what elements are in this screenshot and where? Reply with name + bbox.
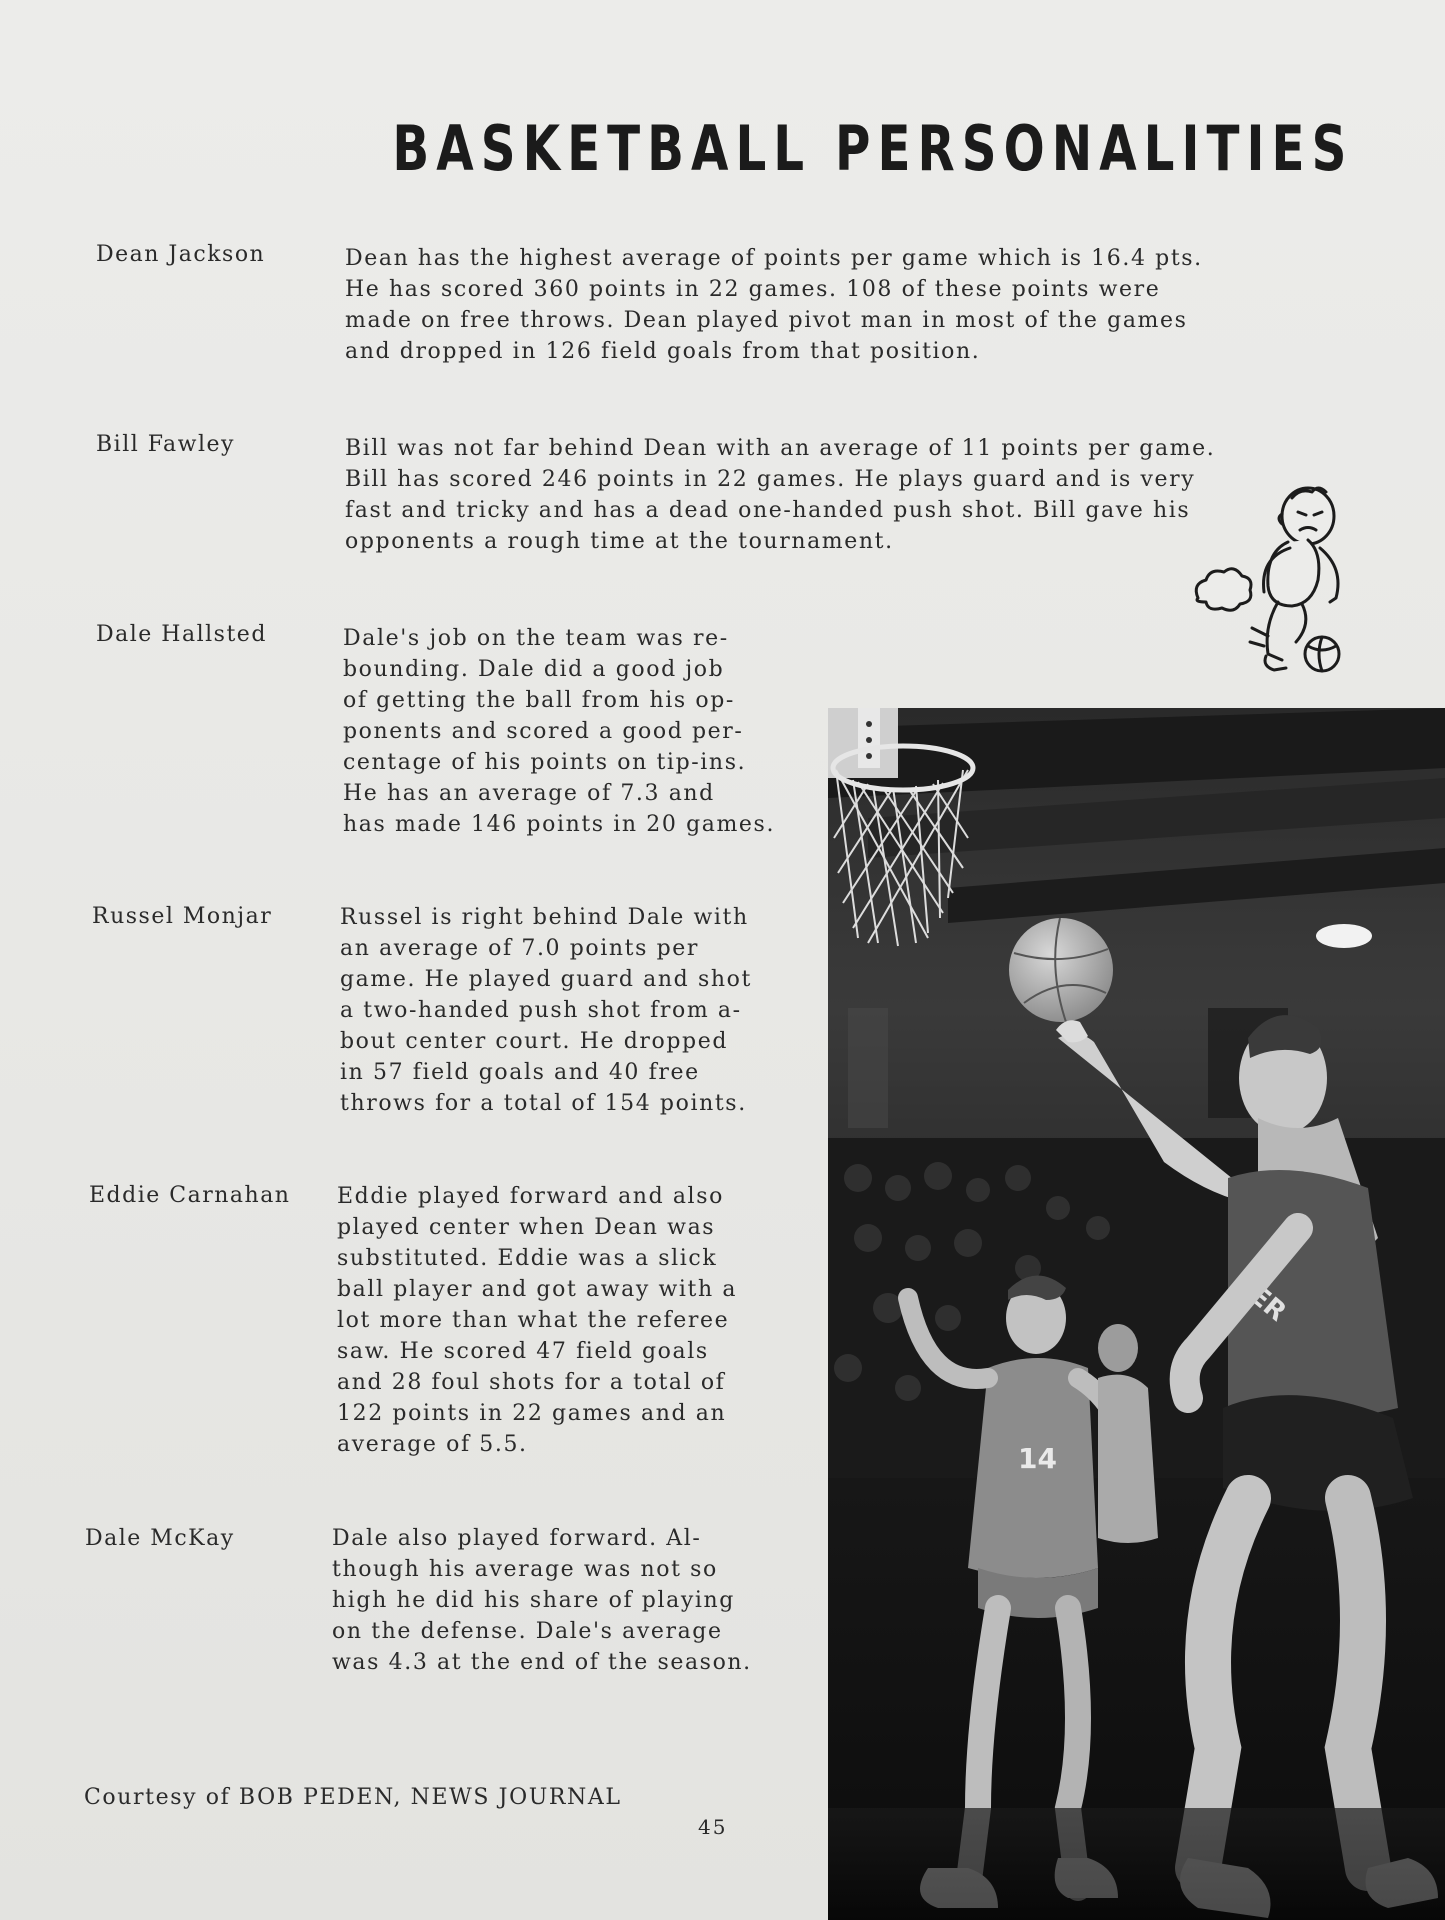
bio-line: though his average was not so — [332, 1557, 718, 1582]
bio-line: on the defense. Dale's average — [332, 1619, 723, 1644]
player-name-dale-mckay: Dale McKay — [85, 1526, 235, 1551]
bio-line: Dale's job on the team was re- — [343, 626, 729, 651]
bio-line: high he did his share of playing — [332, 1588, 735, 1613]
bio-line: Dale also played forward. Al- — [332, 1526, 702, 1551]
bio-line: average of 5.5. — [337, 1432, 528, 1457]
bio-line: lot more than what the referee — [337, 1308, 730, 1333]
bio-line: Bill has scored 246 points in 22 games. He plays guard and is very — [345, 467, 1196, 492]
player-bio-dale-hallsted — [343, 623, 775, 840]
player-name-dean-jackson: Dean Jackson — [96, 242, 266, 267]
jersey-number: 14 — [1018, 1442, 1057, 1475]
photo-credit: Courtesy of BOB PEDEN, NEWS JOURNAL — [84, 1785, 622, 1810]
bio-line: made on free throws. Dean played pivot man in most of the games — [345, 308, 1188, 333]
bio-line: substituted. Eddie was a slick — [337, 1246, 718, 1271]
bio-line: fast and tricky and has a dead one-handed push shot. Bill gave his — [345, 498, 1191, 523]
bio-line: He has scored 360 points in 22 games. 108 of these points were — [345, 277, 1161, 302]
player-bio-russel-monjar — [340, 902, 752, 1119]
player-name-dale-hallsted: Dale Hallsted — [96, 622, 267, 647]
player-name-eddie-carnahan: Eddie Carnahan — [89, 1183, 291, 1208]
player-bio-eddie-carnahan — [337, 1181, 737, 1460]
bio-line: Eddie played forward and also — [337, 1184, 724, 1209]
player-bio-dean-jackson — [345, 243, 1203, 367]
bio-line: a two-handed push shot from a- — [340, 998, 742, 1023]
player-bio-dale-mckay — [332, 1523, 752, 1678]
page-title: BASKETBALL PERSONALITIES — [392, 112, 1354, 185]
bio-line: has made 146 points in 20 games. — [343, 812, 776, 837]
bio-line: throws for a total of 154 points. — [340, 1091, 747, 1116]
bio-line: an average of 7.0 points per — [340, 936, 700, 961]
bio-line: of getting the ball from his op- — [343, 688, 735, 713]
bio-line: centage of his points on tip-ins. — [343, 750, 747, 775]
bio-line: saw. He scored 47 field goals — [337, 1339, 709, 1364]
player-name-bill-fawley: Bill Fawley — [96, 432, 235, 457]
bio-line: in 57 field goals and 40 free — [340, 1060, 700, 1085]
running-player-cartoon-icon — [1190, 478, 1370, 686]
bio-line: and 28 foul shots for a total of — [337, 1370, 726, 1395]
bio-line: 122 points in 22 games and an — [337, 1401, 727, 1426]
bio-line: Russel is right behind Dale with — [340, 905, 749, 930]
bio-line: bout center court. He dropped — [340, 1029, 729, 1054]
bio-line: bounding. Dale did a good job — [343, 657, 725, 682]
player-name-russel-monjar: Russel Monjar — [92, 904, 273, 929]
bio-line: game. He played guard and shot — [340, 967, 752, 992]
bio-line: and dropped in 126 field goals from that position. — [345, 339, 981, 364]
basketball-game-photo — [828, 708, 1445, 1920]
player-bio-bill-fawley — [345, 433, 1215, 557]
bio-line: ponents and scored a good per- — [343, 719, 744, 744]
bio-line: opponents a rough time at the tournament. — [345, 529, 894, 554]
bio-line: played center when Dean was — [337, 1215, 716, 1240]
bio-line: Dean has the highest average of points per game which is 16.4 pts. — [345, 246, 1203, 271]
bio-line: was 4.3 at the end of the season. — [332, 1650, 752, 1675]
photo-illustration — [828, 708, 1445, 1920]
bio-line: ball player and got away with a — [337, 1277, 738, 1302]
bio-line: He has an average of 7.3 and — [343, 781, 715, 806]
svg-text:ER: ER — [1243, 1280, 1292, 1328]
bio-line: Bill was not far behind Dean with an average of 11 points per game. — [345, 436, 1216, 461]
page-number: 45 — [698, 1815, 728, 1839]
